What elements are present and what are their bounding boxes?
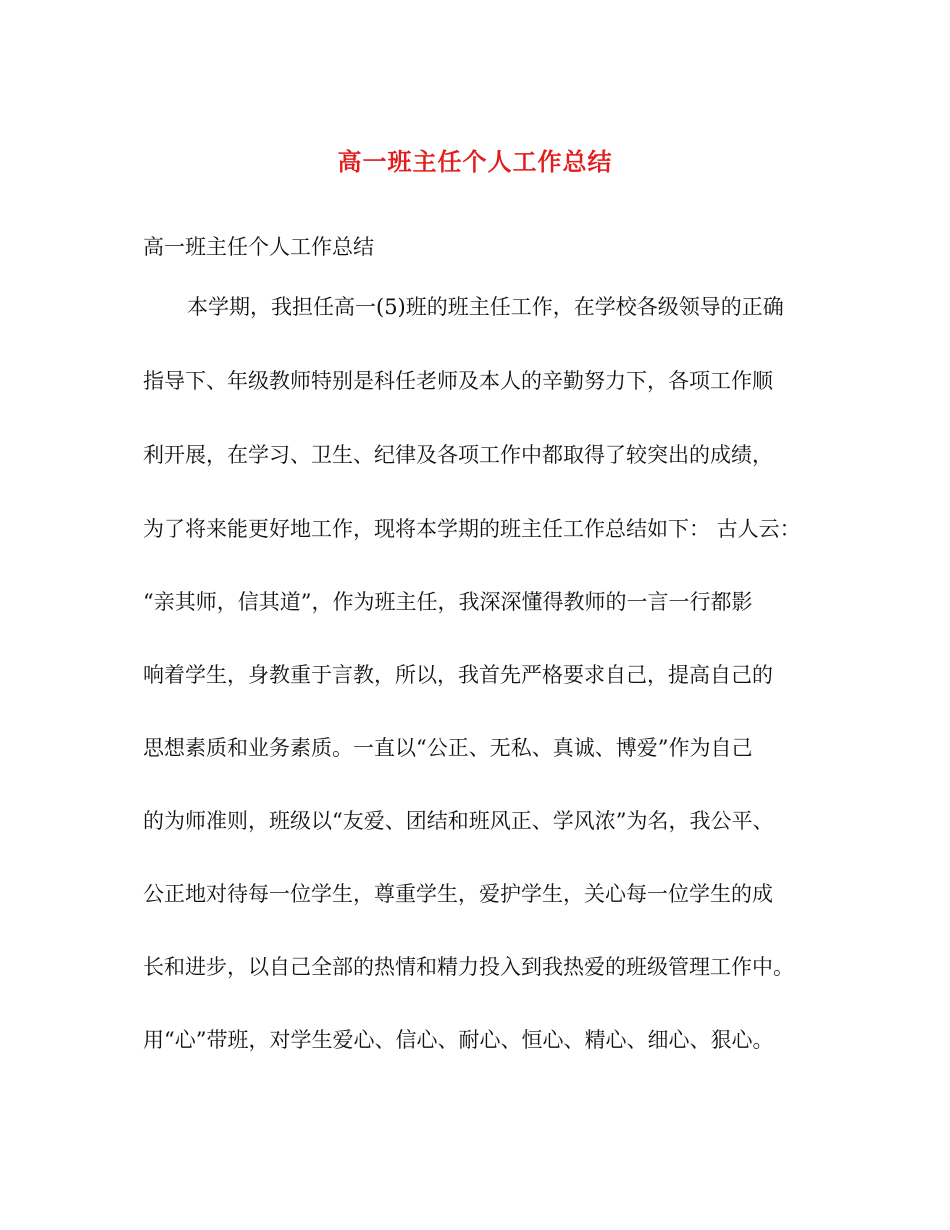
paragraph-line-3: 利开展，在学习、卫生、纪律及各项工作中都取得了较突出的成绩， — [143, 443, 773, 467]
paragraph-line-8: 的为师准则，班级以“友爱、团结和班风正、学风浓”为名，我公平、 — [143, 809, 774, 833]
paragraph-line-6: 响着学生，身教重于言教，所以，我首先严格要求自己，提高自己的 — [143, 663, 773, 687]
paragraph-line-5: “亲其师，信其道”，作为班主任，我深深懂得教师的一言一行都影 — [143, 590, 753, 614]
paragraph-line-4: 为了将来能更好地工作，现将本学期的班主任工作总结如下： 古人云： — [143, 517, 801, 541]
paragraph-line-1: 本学期，我担任高一(5)班的班主任工作，在学校各级领导的正确 — [187, 295, 784, 319]
paragraph-line-9: 公正地对待每一位学生，尊重学生，爱护学生，关心每一位学生的成 — [143, 882, 773, 906]
paragraph-line-10: 长和进步，以自己全部的热情和精力投入到我热爱的班级管理工作中。 — [143, 955, 794, 979]
document-subtitle: 高一班主任个人工作总结 — [143, 235, 374, 259]
paragraph-line-2: 指导下、年级教师特别是科任老师及本人的辛勤努力下，各项工作顺 — [143, 369, 773, 393]
paragraph-line-7: 思想素质和业务素质。一直以“公正、无私、真诚、博爱”作为自己 — [143, 736, 753, 760]
document-title: 高一班主任个人工作总结 — [337, 147, 613, 176]
paragraph-line-11: 用“心”带班，对学生爱心、信心、耐心、恒心、精心、细心、狠心。 — [143, 1028, 774, 1052]
